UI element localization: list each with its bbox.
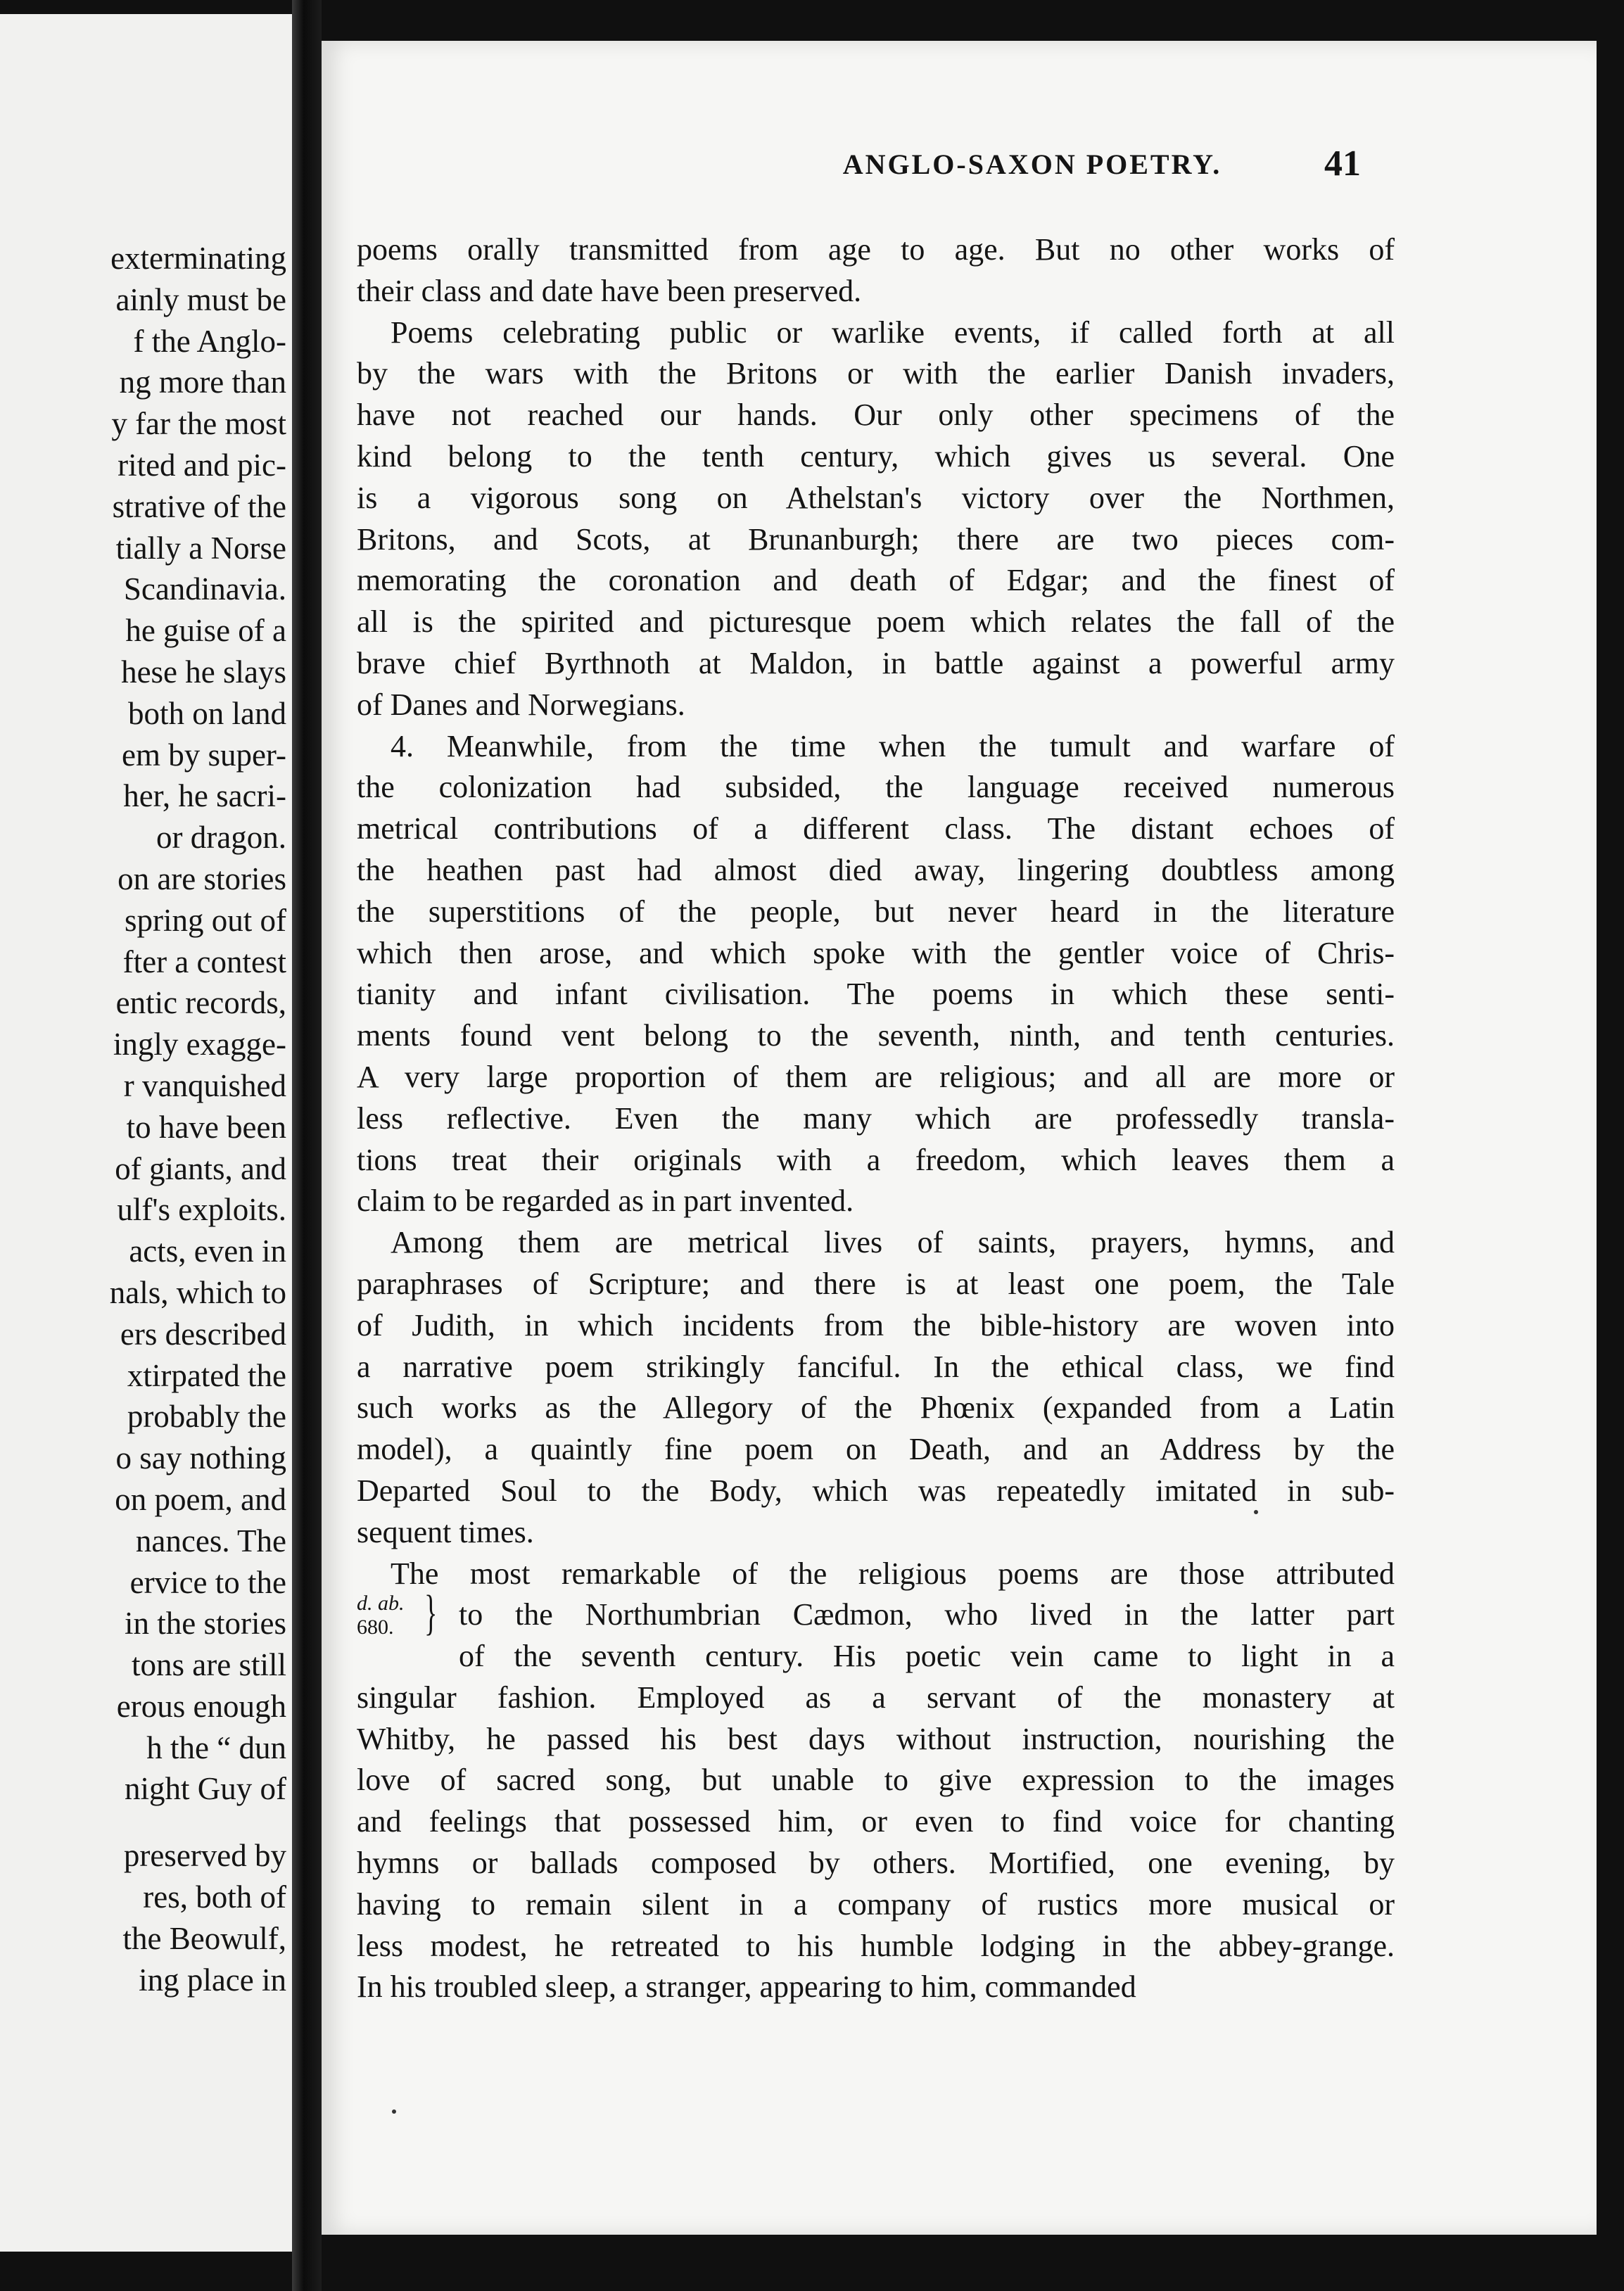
text-line: ments found vent belong to the seventh, ninth, and tenth centuries. — [357, 1018, 1395, 1053]
body-text — [357, 229, 1395, 2008]
text-line: of the seventh century. His poetic vein came to light in a — [459, 1639, 1395, 1674]
text-line: Among them are metrical lives of saints, prayers, hymns, and — [391, 1225, 1395, 1260]
text-line: all is the spirited and picturesque poem which relates the fall of the — [357, 604, 1395, 640]
text-line: poems orally transmitted from age to age. But no other works of — [357, 232, 1395, 267]
left-page-line: hese he slays — [121, 654, 286, 690]
margin-note-date — [357, 1592, 405, 1639]
text-line: 4. Meanwhile, from the time when the tumult and warfare of — [391, 728, 1395, 763]
margin-note-line-2: 680. — [357, 1616, 394, 1639]
left-page-line: on poem, and — [115, 1481, 286, 1517]
left-page-line: her, he sacri- — [123, 778, 286, 814]
left-page-line: o say nothing — [115, 1440, 286, 1476]
left-page-line: the Beowulf, — [122, 1920, 286, 1956]
text-line: In his troubled sleep, a stranger, appearing to him, commanded — [357, 1969, 1136, 2005]
text-line: metrical contributions of a different class. The distant echoes of — [357, 811, 1395, 846]
text-line: paraphrases of Scripture; and there is at least one poem, the Tale — [357, 1266, 1395, 1301]
page-number: 41 — [1324, 144, 1361, 184]
text-line: brave chief Byrthnoth at Maldon, in battle against a powerful army — [357, 645, 1395, 680]
text-line: tianity and infant civilisation. The poems in which these senti- — [357, 977, 1395, 1012]
left-page-line: acts, even in — [129, 1233, 286, 1269]
margin-brace: } — [424, 1586, 438, 1640]
right-page — [322, 41, 1597, 2235]
text-line: the colonization had subsided, the language received numerous — [357, 770, 1395, 805]
left-page-line: y far the most — [111, 406, 286, 442]
text-line: such works as the Allegory of the Phœnix (expanded from a Latin — [357, 1390, 1395, 1426]
left-page-line: ervice to the — [129, 1564, 286, 1600]
text-line: A very large proportion of them are religious; and all are more or — [357, 1059, 1395, 1094]
left-page-line: tons are still — [132, 1647, 286, 1683]
left-page-line: he guise of a — [125, 613, 286, 649]
left-page-text — [5, 238, 286, 2000]
left-page-line: of giants, and — [115, 1150, 286, 1186]
left-page-line: erous enough — [116, 1688, 286, 1724]
text-line: which then arose, and which spoke with the gentler voice of Chris- — [357, 935, 1395, 970]
left-page-line: f the Anglo- — [133, 323, 286, 359]
text-line: Poems celebrating public or warlike events, if called forth at all — [391, 315, 1395, 350]
book-spine — [292, 0, 322, 2291]
left-page-line: entic records, — [115, 985, 286, 1021]
text-line: their class and date have been preserved. — [357, 273, 862, 308]
text-line: less modest, he retreated to his humble lodging in the abbey-grange. — [357, 1928, 1395, 1963]
left-page-line: on are stories — [118, 861, 286, 896]
ink-speck — [392, 2109, 396, 2114]
left-page-line: r vanquished — [123, 1067, 286, 1103]
left-page-line: ainly must be — [115, 281, 286, 317]
text-line: love of sacred song, but unable to give expression to the images — [357, 1763, 1395, 1798]
text-line: less reflective. Even the many which are professedly transla- — [357, 1100, 1395, 1136]
running-head: ANGLO-SAXON POETRY. — [842, 148, 1222, 180]
left-page-line: or dragon. — [156, 820, 286, 856]
left-page-line: spring out of — [125, 902, 286, 938]
left-page-line: probably the — [127, 1399, 286, 1435]
text-line: to the Northumbrian Cædmon, who lived in the latter part — [459, 1597, 1395, 1632]
text-line: Britons, and Scots, at Brunanburgh; there are two pieces com- — [357, 521, 1395, 557]
text-line: and feelings that possessed him, or even to find voice for chanting — [357, 1804, 1395, 1839]
text-line: hymns or ballads composed by others. Mortified, one evening, by — [357, 1846, 1395, 1881]
text-line: Departed Soul to the Body, which was repeatedly imitated in sub- — [357, 1473, 1395, 1508]
text-line: the heathen past had almost died away, lingering doubtless among — [357, 852, 1395, 887]
text-line: singular fashion. Employed as a servant of the monastery at — [357, 1680, 1395, 1715]
left-page-line: in the stories — [125, 1606, 286, 1642]
left-page-line: xtirpated the — [127, 1357, 286, 1393]
left-page-line: h the “ dun — [146, 1730, 286, 1765]
text-line: model), a quaintly fine poem on Death, and an Address by the — [357, 1432, 1395, 1467]
text-line: by the wars with the Britons or with the earlier Danish invaders, — [357, 356, 1395, 391]
left-page-line: nals, which to — [109, 1274, 286, 1310]
left-page-line: ing place in — [139, 1962, 286, 1998]
text-line: is a vigorous song on Athelstan's victory over the Northmen, — [357, 480, 1395, 515]
left-page-line: strative of the — [112, 488, 286, 524]
text-line: The most remarkable of the religious poems are those attributed — [391, 1556, 1395, 1591]
margin-note-line-1: d. ab. — [357, 1592, 405, 1615]
left-page-line: em by super- — [121, 737, 286, 773]
text-line: kind belong to the tenth century, which gives us several. One — [357, 438, 1395, 474]
left-page-line: res, both of — [143, 1879, 286, 1915]
text-line: memorating the coronation and death of Edgar; and the finest of — [357, 563, 1395, 598]
left-page-line: tially a Norse — [115, 530, 286, 566]
left-page-line: rited and pic- — [118, 447, 286, 483]
text-line: having to remain silent in a company of rustics more musical or — [357, 1886, 1395, 1922]
left-page-line — [5, 1810, 286, 1835]
text-line: claim to be regarded as in part invented. — [357, 1183, 854, 1219]
text-line: tions treat their originals with a freedom, which leaves them a — [357, 1142, 1395, 1177]
left-page-line: ng more than — [119, 364, 286, 400]
text-line: a narrative poem strikingly fanciful. In the ethical class, we find — [357, 1349, 1395, 1384]
left-page-line: exterminating — [110, 241, 286, 276]
left-page — [0, 14, 294, 2252]
left-page-line: ers described — [120, 1316, 286, 1352]
left-page-line: nances. The — [135, 1523, 286, 1559]
left-page-line: to have been — [126, 1109, 286, 1145]
left-page-line: both on land — [128, 695, 286, 731]
left-page-line: preserved by — [123, 1838, 286, 1874]
text-line: the superstitions of the people, but never heard in the literature — [357, 894, 1395, 929]
left-page-line: night Guy of — [125, 1771, 286, 1807]
text-line: sequent times. — [357, 1514, 534, 1549]
text-line: of Danes and Norwegians. — [357, 687, 685, 722]
left-page-line: fter a contest — [122, 944, 286, 979]
text-line: have not reached our hands. Our only other specimens of the — [357, 398, 1395, 433]
left-page-line: ingly exagge- — [113, 1027, 286, 1062]
ink-speck — [1254, 1510, 1258, 1514]
left-page-line: ulf's exploits. — [117, 1192, 286, 1228]
text-line: Whitby, he passed his best days without instruction, nourishing the — [357, 1721, 1395, 1756]
left-page-line: Scandinavia. — [123, 571, 286, 607]
text-line: of Judith, in which incidents from the bible-history are woven into — [357, 1307, 1395, 1343]
